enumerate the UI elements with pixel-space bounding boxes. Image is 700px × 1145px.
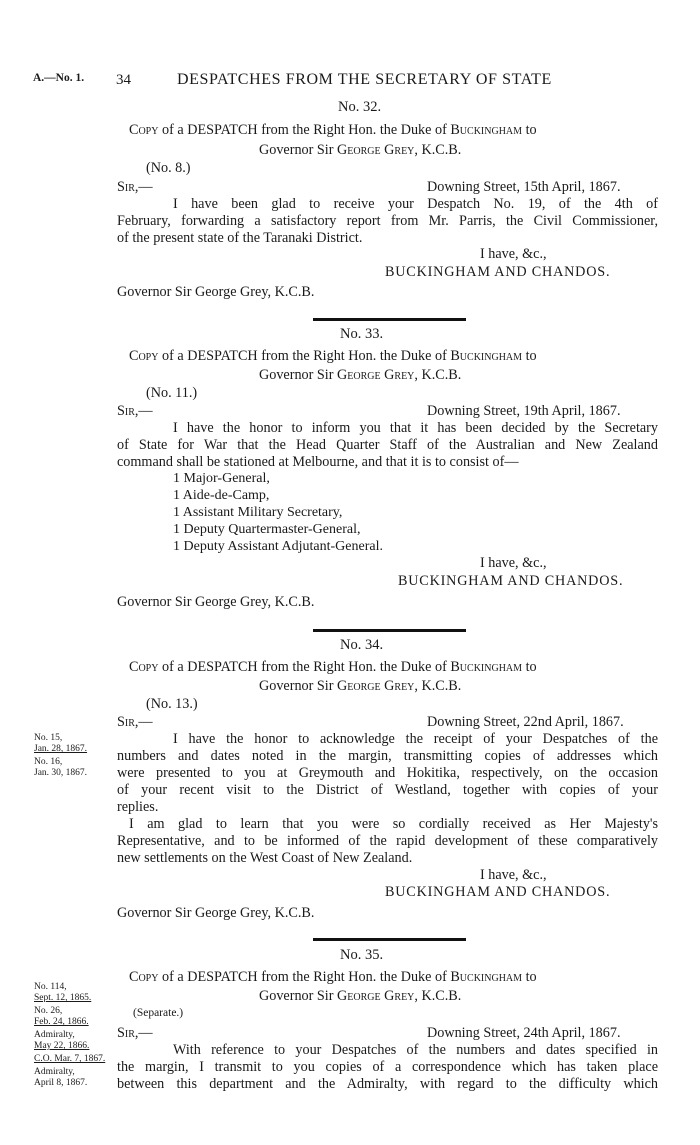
recipient-prefix: Governor Sir — [259, 678, 338, 694]
despatch-ref: (No. 13.) — [146, 696, 198, 712]
signature: BUCKINGHAM AND CHANDOS. — [398, 573, 624, 589]
body-line: numbers and dates noted in the margin, transmitting copies of addresses which — [117, 748, 658, 764]
despatch-ref: (No. 8.) — [146, 160, 191, 176]
recipient-name: George Grey — [337, 142, 415, 158]
closing: I have, &c., — [480, 867, 547, 883]
body-line: Representative, and to be informed of the rapid development of these comparatively — [117, 833, 658, 849]
staff-list-item: 1 Deputy Quartermaster-General, — [173, 522, 361, 537]
section-divider — [313, 938, 466, 941]
recipient-suffix: , K.C.B. — [414, 367, 462, 383]
margin-note: C.O. Mar. 7, 1867. — [34, 1054, 106, 1064]
body-line: between this department and the Admiralty, with regard to the difficulty which — [117, 1076, 658, 1092]
margin-note: Jan. 30, 1867. — [34, 768, 88, 778]
despatch-recipient — [259, 367, 461, 384]
recipient-prefix: Governor Sir — [259, 142, 338, 158]
title-to: to — [522, 348, 537, 364]
despatch-number: No. 34. — [340, 637, 384, 653]
margin-note: No. 26, — [34, 1006, 63, 1016]
despatch-title — [129, 659, 537, 676]
sender-name: Buckingham — [450, 122, 523, 138]
address-date: Downing Street, 22nd April, 1867. — [427, 714, 624, 730]
staff-list-item: 1 Major-General, — [173, 471, 270, 486]
salutation: Sir,— — [117, 403, 153, 419]
address-date: Downing Street, 24th April, 1867. — [427, 1025, 621, 1041]
recipient-suffix: , K.C.B. — [414, 678, 462, 694]
document-reference: A.—No. 1. — [33, 72, 85, 84]
despatch-recipient — [259, 988, 461, 1005]
margin-note: Feb. 24, 1866. — [34, 1017, 89, 1027]
body-line: I have the honor to acknowledge the receipt of your Despatches of the — [173, 731, 658, 747]
margin-note: No. 15, — [34, 733, 63, 743]
salutation: Sir,— — [117, 1025, 153, 1041]
despatch-number: No. 33. — [340, 326, 384, 342]
body-line: I have been glad to receive your Despatch No. 19, of the 4th of — [173, 196, 658, 212]
margin-note: No. 16, — [34, 757, 63, 767]
salutation: Sir,— — [117, 714, 153, 730]
copy-word: Copy — [129, 122, 159, 138]
margin-note: April 8, 1867. — [34, 1078, 88, 1088]
body-line: With reference to your Despatches of the numbers and dates specified in — [173, 1042, 658, 1058]
body-line: I am glad to learn that you were so cordially received as Her Majesty's — [129, 816, 658, 832]
closing: I have, &c., — [480, 555, 547, 571]
staff-list-item: 1 Aide-de-Camp, — [173, 488, 270, 503]
body-line: of State for War that the Head Quarter Staff of the Australian and New Zealand — [117, 437, 658, 453]
section-divider — [313, 629, 466, 632]
margin-note: Sept. 12, 1865. — [34, 993, 92, 1003]
running-title: DESPATCHES FROM THE SECRETARY OF STATE — [177, 71, 552, 88]
sender-name: Buckingham — [450, 659, 523, 675]
title-to: to — [522, 122, 537, 138]
title-text: of a DESPATCH from the Right Hon. the Duke of — [158, 348, 451, 364]
sender-name: Buckingham — [450, 348, 523, 364]
margin-note: No. 114, — [34, 982, 67, 992]
salutation: Sir,— — [117, 179, 153, 195]
addressee: Governor Sir George Grey, K.C.B. — [117, 284, 315, 300]
copy-word: Copy — [129, 969, 159, 985]
title-text: of a DESPATCH from the Right Hon. the Duke of — [158, 122, 451, 138]
address-date: Downing Street, 15th April, 1867. — [427, 179, 621, 195]
closing: I have, &c., — [480, 246, 547, 262]
body-line: command shall be stationed at Melbourne, and that it is to consist of— — [117, 454, 519, 470]
page-number: 34 — [116, 72, 131, 88]
copy-word: Copy — [129, 659, 159, 675]
despatch-number: No. 32. — [338, 99, 382, 115]
despatch-recipient — [259, 678, 461, 695]
title-text: of a DESPATCH from the Right Hon. the Duke of — [158, 659, 451, 675]
sender-name: Buckingham — [450, 969, 523, 985]
despatch-title — [129, 969, 537, 986]
staff-list-item: 1 Deputy Assistant Adjutant-General. — [173, 539, 383, 554]
addressee: Governor Sir George Grey, K.C.B. — [117, 594, 315, 610]
recipient-name: George Grey — [337, 678, 415, 694]
copy-word: Copy — [129, 348, 159, 364]
staff-list-item: 1 Assistant Military Secretary, — [173, 505, 343, 520]
recipient-suffix: , K.C.B. — [414, 142, 462, 158]
body-line: of the present state of the Taranaki District. — [117, 230, 363, 246]
title-to: to — [522, 969, 537, 985]
recipient-name: George Grey — [337, 367, 415, 383]
addressee: Governor Sir George Grey, K.C.B. — [117, 905, 315, 921]
despatch-title — [129, 348, 537, 365]
address-date: Downing Street, 19th April, 1867. — [427, 403, 621, 419]
body-line: February, forwarding a satisfactory report from Mr. Parris, the Civil Commissioner, — [117, 213, 658, 229]
body-line: new settlements on the West Coast of New Zealand. — [117, 850, 413, 866]
despatch-title — [129, 122, 537, 139]
section-divider — [313, 318, 466, 321]
despatch-recipient — [259, 142, 461, 159]
despatch-ref: (No. 11.) — [146, 385, 198, 401]
signature: BUCKINGHAM AND CHANDOS. — [385, 884, 611, 900]
body-line: replies. — [117, 799, 159, 815]
margin-note: May 22, 1866. — [34, 1041, 90, 1051]
title-text: of a DESPATCH from the Right Hon. the Duke of — [158, 969, 451, 985]
body-line: I have the honor to inform you that it has been decided by the Secretary — [173, 420, 658, 436]
recipient-prefix: Governor Sir — [259, 367, 338, 383]
body-line: were presented to you at Greymouth and Hokitika, respectively, on the occasion — [117, 765, 658, 781]
margin-note: Admiralty, — [34, 1067, 75, 1077]
despatch-number: No. 35. — [340, 947, 384, 963]
title-to: to — [522, 659, 537, 675]
signature: BUCKINGHAM AND CHANDOS. — [385, 264, 611, 280]
body-line: the margin, I transmit to you copies of a correspondence which has taken place — [117, 1059, 658, 1075]
recipient-name: George Grey — [337, 988, 415, 1004]
recipient-suffix: , K.C.B. — [414, 988, 462, 1004]
recipient-prefix: Governor Sir — [259, 988, 338, 1004]
body-line: of your recent visit to the District of Westland, together with copies of your — [117, 782, 658, 798]
margin-note: Admiralty, — [34, 1030, 75, 1040]
despatch-ref: (Separate.) — [133, 1007, 184, 1019]
margin-note: Jan. 28, 1867. — [34, 744, 88, 754]
